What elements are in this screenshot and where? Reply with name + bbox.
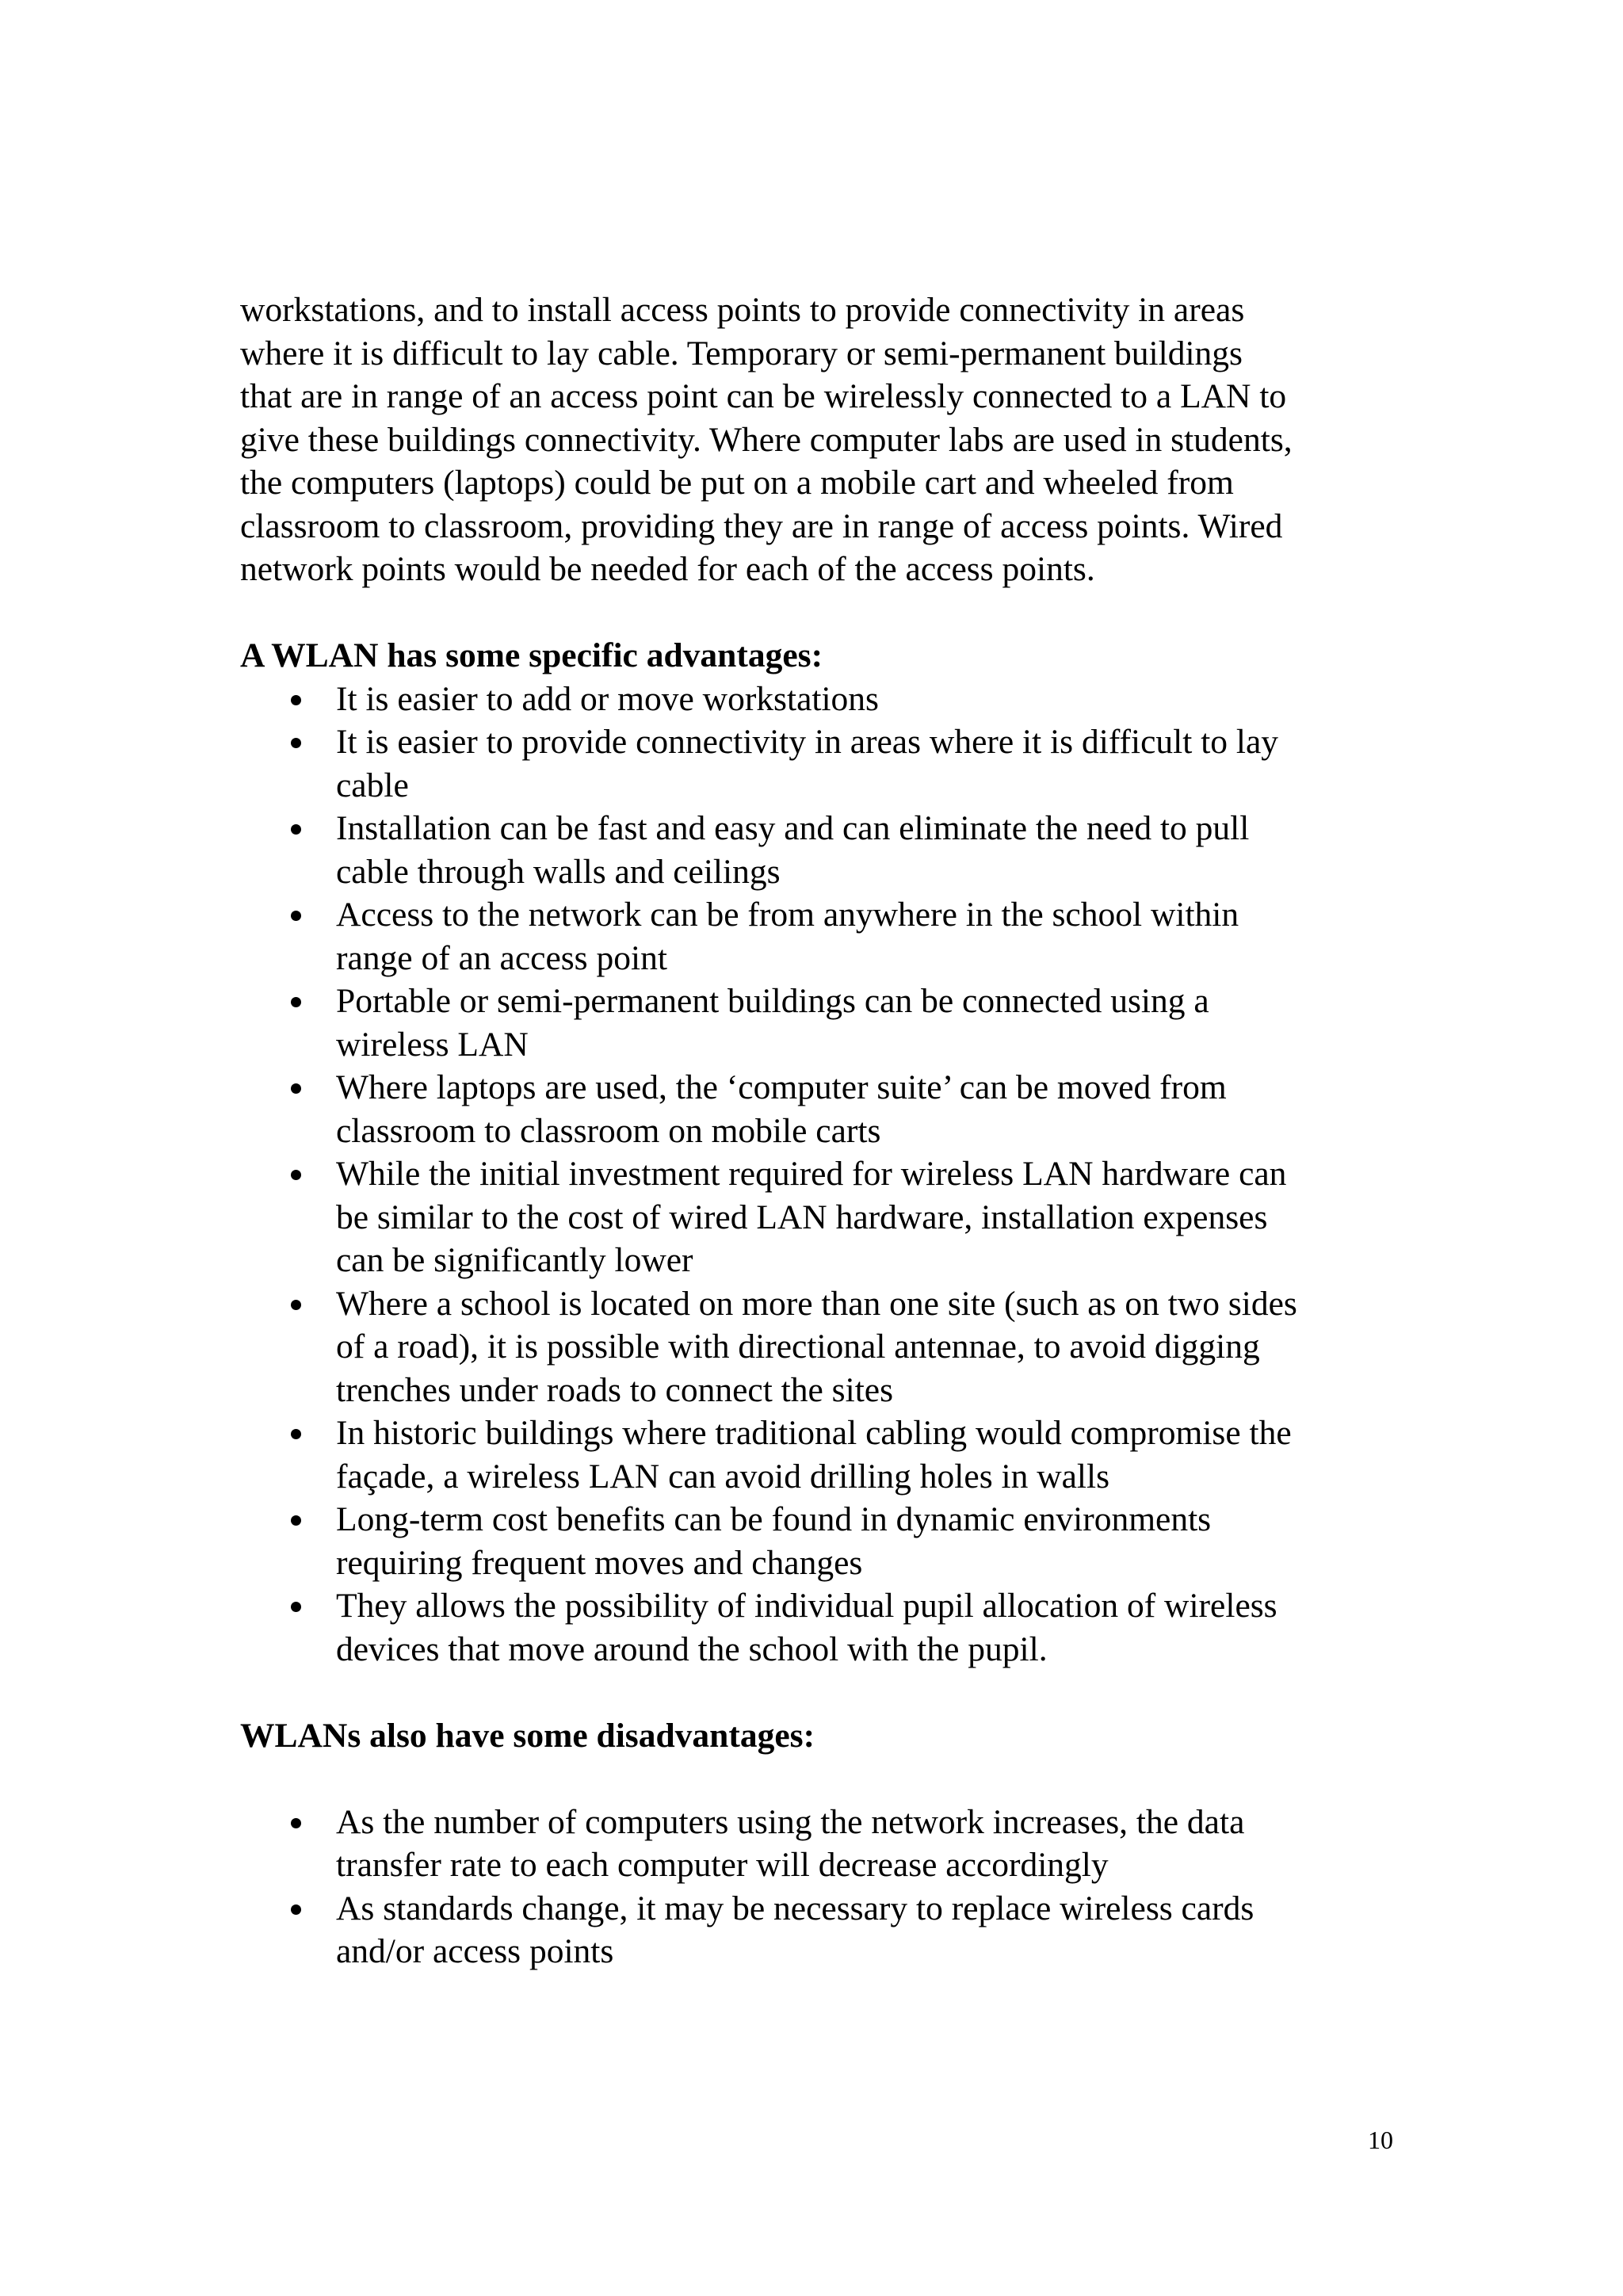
bullet-icon: [291, 1818, 301, 1828]
page-content: [240, 288, 1397, 1973]
list-item: [240, 1066, 1397, 1152]
list-item: [240, 1887, 1397, 1973]
list-item: [240, 1498, 1397, 1584]
list-item: [240, 807, 1397, 893]
list-item: [240, 1152, 1397, 1282]
bullet-icon: [291, 1083, 301, 1094]
advantages-list: [240, 678, 1397, 1671]
list-item-text: Access to the network can be from anywhere in the school within range of an access point: [336, 896, 1239, 977]
list-item-text: Where laptops are used, the ‘computer suite’ can be moved from classroom to classroom on mobile carts: [336, 1068, 1227, 1150]
list-item: [240, 1282, 1397, 1412]
disadvantages-heading: WLANs also have some disadvantages:: [240, 1716, 815, 1755]
list-item-text: As standards change, it may be necessary to replace wireless cards and/or access points: [336, 1889, 1254, 1970]
list-item-text: Long-term cost benefits can be found in dynamic environments requiring frequent moves and changes: [336, 1500, 1212, 1582]
list-item: [240, 678, 1397, 721]
bullet-icon: [291, 738, 301, 748]
bullet-icon: [291, 824, 301, 835]
bullet-icon: [291, 1904, 301, 1915]
list-item: [240, 720, 1397, 807]
bullet-icon: [291, 1429, 301, 1439]
page-number: 10: [1368, 2126, 1393, 2154]
intro-paragraph: workstations, and to install access points to provide connectivity in areas where it is difficult to lay cable. Temporary or semi-permanent buildings that are in range of an access point can be wirelessly connected to a LAN to give these buildings connectivity. Where computer labs are used in students, the computers (laptops) could be put on a mobile cart and wheeled from classroom to classroom, providing they are in range of access points. Wired network points would be needed for each of the access points.: [240, 291, 1293, 588]
list-item-text: Portable or semi-permanent buildings can be connected using a wireless LAN: [336, 982, 1209, 1064]
list-item-text: Where a school is located on more than one site (such as on two sides of a road), it is possible with directional antennae, to avoid digging trenches under roads to connect the sites: [336, 1284, 1297, 1409]
list-item-text: In historic buildings where traditional cabling would compromise the façade, a wireless LAN can avoid drilling holes in walls: [336, 1414, 1292, 1496]
bullet-icon: [291, 911, 301, 921]
list-item: [240, 893, 1397, 980]
advantages-heading: A WLAN has some specific advantages:: [240, 636, 823, 674]
bullet-icon: [291, 997, 301, 1007]
bullet-icon: [291, 695, 301, 705]
list-item-text: It is easier to add or move workstations: [336, 679, 879, 718]
bullet-icon: [291, 1170, 301, 1180]
list-item: [240, 1584, 1397, 1671]
list-item-text: While the initial investment required for wireless LAN hardware can be similar to the cost of wired LAN hardware, installation expenses can be significantly lower: [336, 1155, 1287, 1279]
list-item-text: It is easier to provide connectivity in areas where it is difficult to lay cable: [336, 723, 1279, 804]
bullet-icon: [291, 1602, 301, 1612]
list-item-text: They allows the possibility of individual pupil allocation of wireless devices that move around the school with the pupil.: [336, 1587, 1277, 1668]
list-item: [240, 980, 1397, 1066]
list-item-text: Installation can be fast and easy and can eliminate the need to pull cable through walls and ceilings: [336, 809, 1250, 891]
bullet-icon: [291, 1515, 301, 1526]
list-item-text: As the number of computers using the network increases, the data transfer rate to each computer will decrease accordingly: [336, 1802, 1245, 1884]
list-item: [240, 1412, 1397, 1498]
bullet-icon: [291, 1300, 301, 1310]
list-item: [240, 1801, 1397, 1887]
disadvantages-list: [240, 1801, 1397, 1973]
